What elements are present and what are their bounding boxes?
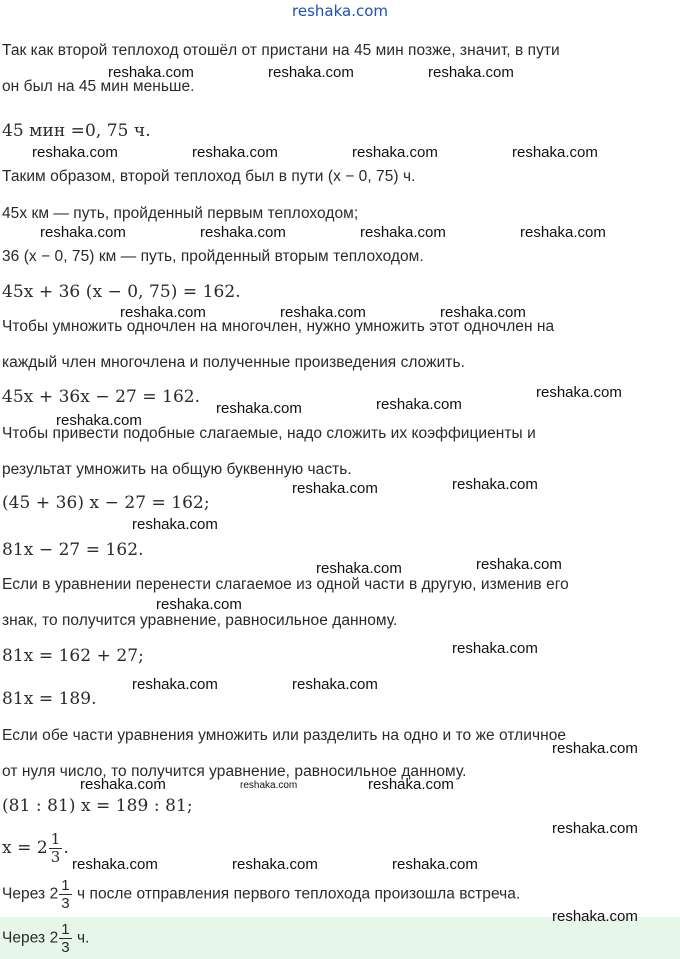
equation-line-14: 81x − 27 = 162.	[2, 540, 144, 560]
fraction-numerator: 1	[61, 877, 70, 894]
meeting-suffix: ч после отправления первого теплохода произошла встреча.	[77, 885, 521, 903]
text-line-11: Чтобы привести подобные слагаемые, надо сложить их коэффициенты и	[2, 425, 536, 442]
fraction-denominator: 3	[61, 939, 70, 956]
watermark: reshaka.com	[280, 304, 366, 321]
watermark: reshaka.com	[268, 64, 354, 81]
text-line-12: результат умножить на общую буквенную часть.	[2, 461, 352, 478]
watermark: reshaka.com	[352, 144, 438, 161]
watermark: reshaka.com	[428, 64, 514, 81]
answer-prefix: Через 2	[2, 929, 59, 947]
watermark: reshaka.com	[452, 476, 538, 493]
watermark: reshaka.com	[232, 856, 318, 873]
watermark: reshaka.com	[200, 224, 286, 241]
watermark: reshaka.com	[32, 144, 118, 161]
watermark: reshaka.com	[536, 384, 622, 401]
text-line-9: каждый член многочлена и полученные произведения сложить.	[2, 354, 465, 371]
text-line-6: 36 (x − 0, 75) км — путь, пройденный вторым теплоходом.	[2, 248, 424, 265]
watermark: reshaka.com	[360, 224, 446, 241]
fraction-denominator: 3	[50, 848, 61, 866]
watermark: reshaka.com	[452, 640, 538, 657]
equation-line-7: 45x + 36 (x − 0, 75) = 162.	[2, 282, 241, 302]
text-line-15: Если в уравнении перенести слагаемое из одной части в другую, изменив его	[2, 576, 569, 593]
watermark: reshaka.com	[292, 480, 378, 497]
equation-line-22: x = 2 $\frac{1}{3}$ .	[2, 830, 69, 866]
fraction	[49, 832, 63, 865]
watermark: reshaka.com	[520, 224, 606, 241]
equation-line-10: 45x + 36x − 27 = 162.	[2, 387, 201, 407]
fraction	[59, 878, 71, 911]
equation-line-17: 81x = 162 + 27;	[2, 646, 144, 666]
watermark: reshaka.com	[132, 516, 218, 533]
fraction-denominator: 3	[61, 895, 70, 912]
answer-line	[2, 922, 90, 955]
watermark: reshaka.com	[292, 676, 378, 693]
watermark: reshaka.com	[132, 676, 218, 693]
watermark: reshaka.com	[440, 304, 526, 321]
text-line-4: Таким образом, второй теплоход был в пути (x − 0, 75) ч.	[2, 168, 416, 185]
watermark: reshaka.com	[108, 64, 194, 81]
watermark: reshaka.com	[192, 144, 278, 161]
equation-line-21: (81 : 81) x = 189 : 81;	[2, 796, 193, 816]
watermark: reshaka.com	[72, 856, 158, 873]
fraction	[59, 922, 71, 955]
watermark: reshaka.com	[120, 304, 206, 321]
equation-line-18: 81x = 189.	[2, 689, 97, 709]
watermark: reshaka.com	[240, 780, 298, 791]
watermark: reshaka.com	[316, 560, 402, 577]
watermark: reshaka.com	[552, 908, 638, 925]
x-equals-prefix: x = 2	[2, 838, 48, 858]
watermark: reshaka.com	[40, 224, 126, 241]
text-line-8: Чтобы умножить одночлен на многочлен, нужно умножить этот одночлен на	[2, 318, 555, 335]
watermark: reshaka.com	[476, 556, 562, 573]
text-line-19: Если обе части уравнения умножить или разделить на одно и то же отличное	[2, 727, 567, 744]
fraction-numerator: 1	[50, 830, 61, 848]
watermark: reshaka.com	[512, 144, 598, 161]
watermark: reshaka.com	[156, 596, 242, 613]
watermark: reshaka.com	[392, 856, 478, 873]
fraction-numerator: 1	[61, 921, 70, 938]
answer-suffix: ч.	[77, 929, 90, 947]
watermark: reshaka.com	[80, 776, 166, 793]
watermark: reshaka.com	[216, 400, 302, 417]
watermark: reshaka.com	[368, 776, 454, 793]
watermark: reshaka.com	[376, 396, 462, 413]
text-line-23	[2, 878, 520, 911]
text-line-16: знак, то получится уравнение, равносильное данному.	[2, 612, 398, 629]
text-line-2: он был на 45 мин меньше.	[2, 78, 195, 95]
text-line-5: 45x км — путь, пройденный первым теплоходом;	[2, 205, 359, 222]
watermark-top[interactable]: reshaka.com	[292, 2, 388, 20]
meeting-prefix: Через 2	[2, 885, 59, 903]
watermark: reshaka.com	[552, 820, 638, 837]
text-line-20: от нуля число, то получится уравнение, равносильное данному.	[2, 763, 467, 780]
watermark: reshaka.com	[56, 412, 142, 429]
text-line-1: Так как второй теплоход отошёл от пристани на 45 мин позже, значит, в пути	[2, 42, 560, 59]
equation-line-13: (45 + 36) x − 27 = 162;	[2, 493, 210, 513]
equation-line-3: 45 мин =0, 75 ч.	[2, 121, 151, 141]
watermark: reshaka.com	[552, 740, 638, 757]
